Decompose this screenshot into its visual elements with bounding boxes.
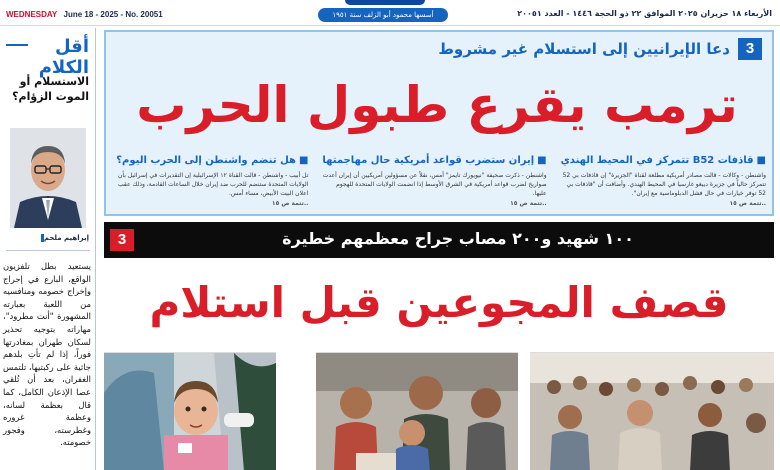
second-kicker-banner — [104, 222, 774, 258]
date-strip — [0, 0, 780, 26]
subhead-iran-bases[interactable] — [322, 154, 546, 212]
date-ar: الأربعاء ١٨ حزيران ٢٠٢٥ الموافق ٢٢ ذو الحجة ١٤٤٦ - العدد ٢٠٠٥١ — [517, 9, 772, 18]
subhead-body: واشنطن - وكالات - قالت مصادر أمريكية مطلعة لقناة "الجزيرة" إن قاذفات بي 52 تتمركز حالياً في جزيرة دييغو غارسيا في المحيط الهندي. وأضافت أن "قاذفات بي 52 توفر خيارات في حال فشل الدبلوماسية مع إيران". — [562, 172, 766, 197]
second-kicker-text: ١٠٠ شهيد و٢٠٠ مصاب جراح معظمهم خطيرة — [282, 229, 634, 248]
column-divider — [6, 250, 90, 251]
photo-crowd — [530, 352, 774, 470]
lead-kicker-text: دعا الإيرانيين إلى استسلام غير مشروط — [438, 40, 730, 58]
photo-injured-child — [104, 352, 276, 470]
founder-badge: أسسها محمود أبو الزلف سنة ١٩٥١ — [318, 8, 448, 22]
subhead-title: ■هل تنضم واشنطن إلى الحرب اليوم؟ — [116, 155, 309, 166]
column-body: يستعيد بطل تلفزيون الواقع، البارع في إحراج وإخراج خصومه ومنافسيه من اللعبة بعبارته المشهورة "أنت مطرود"، مهاراته بتوجيه تحذير لسكان طهران بمغادرتها فوراً، إذا لم تأتِ بلدهم جاثية على ركبتيها، تلتمس الغفران، بعد أن تُلقي عصا الإذعان الكامل، كما قال بعظمة لسانه، وعظمة غروره وغطرسته، وفجور خصومته. — [3, 261, 91, 448]
subhead-continued: ..تتمة ص ١٥ — [271, 200, 309, 207]
subhead-washington[interactable] — [112, 154, 308, 212]
lead-story[interactable] — [104, 30, 774, 216]
date-en: June 18 - 2025 - No. 20051 — [63, 10, 163, 19]
lead-kicker — [438, 38, 762, 60]
opinion-column — [0, 28, 96, 470]
subhead-b52[interactable] — [561, 154, 766, 212]
subhead-title: ■قاذفات B52 تتمركز في المحيط الهندي — [560, 155, 766, 166]
subhead-title: ■إيران ستضرب قواعد أمريكية حال مهاجمتها — [322, 155, 547, 166]
author-name-text: إبراهيم ملحم — [43, 234, 89, 242]
masthead-logo-edge — [345, 0, 425, 5]
lead-subheads — [112, 154, 766, 212]
weekday-en: WEDNESDAY — [6, 10, 58, 19]
second-headline[interactable]: قصف المجوعين قبل استلام — [149, 278, 729, 327]
square-bullet-icon: ■ — [537, 155, 547, 166]
english-date — [6, 10, 163, 19]
subhead-continued: ..تتمة ص ١٥ — [510, 200, 547, 207]
author-photo — [10, 128, 86, 228]
subhead-body: واشنطن - ذكرت صحيفة "نيويورك تايمز" أمس، نقلاً عن مسؤولين أمريكيين أن إيران أعدت صواريخ لضرب قواعد أمريكية في الشرق الأوسط إذا انضمت الولايات المتحدة للهجوم عليها. — [322, 172, 547, 197]
square-bullet-icon: ■ — [756, 155, 766, 166]
author-name — [38, 234, 89, 242]
lead-headline[interactable]: ترمب يقرع طبول الحرب — [136, 76, 738, 134]
square-bullet-icon: ■ — [298, 155, 309, 166]
photo-wounded-men — [316, 352, 518, 470]
column-headline: الاستسلام أو الموت الزؤام؟ — [12, 75, 89, 103]
subhead-body: تل أبيب - واشنطن - قالت القناة ١٢ الإسرائيلية إن التقديرات في إسرائيل بأن الولايات المتحدة ستنضم للحرب ضد إيران خلال الساعات القادمة، وذلك عقب اعلان البيت الأبيض، مساء أمس. — [118, 172, 309, 197]
second-page-badge: 3 — [110, 229, 134, 251]
column-section-title: أقل الكلام — [38, 36, 89, 78]
subhead-continued: ..تتمة ص ١٥ — [729, 200, 766, 207]
lead-page-badge: 3 — [738, 38, 762, 60]
